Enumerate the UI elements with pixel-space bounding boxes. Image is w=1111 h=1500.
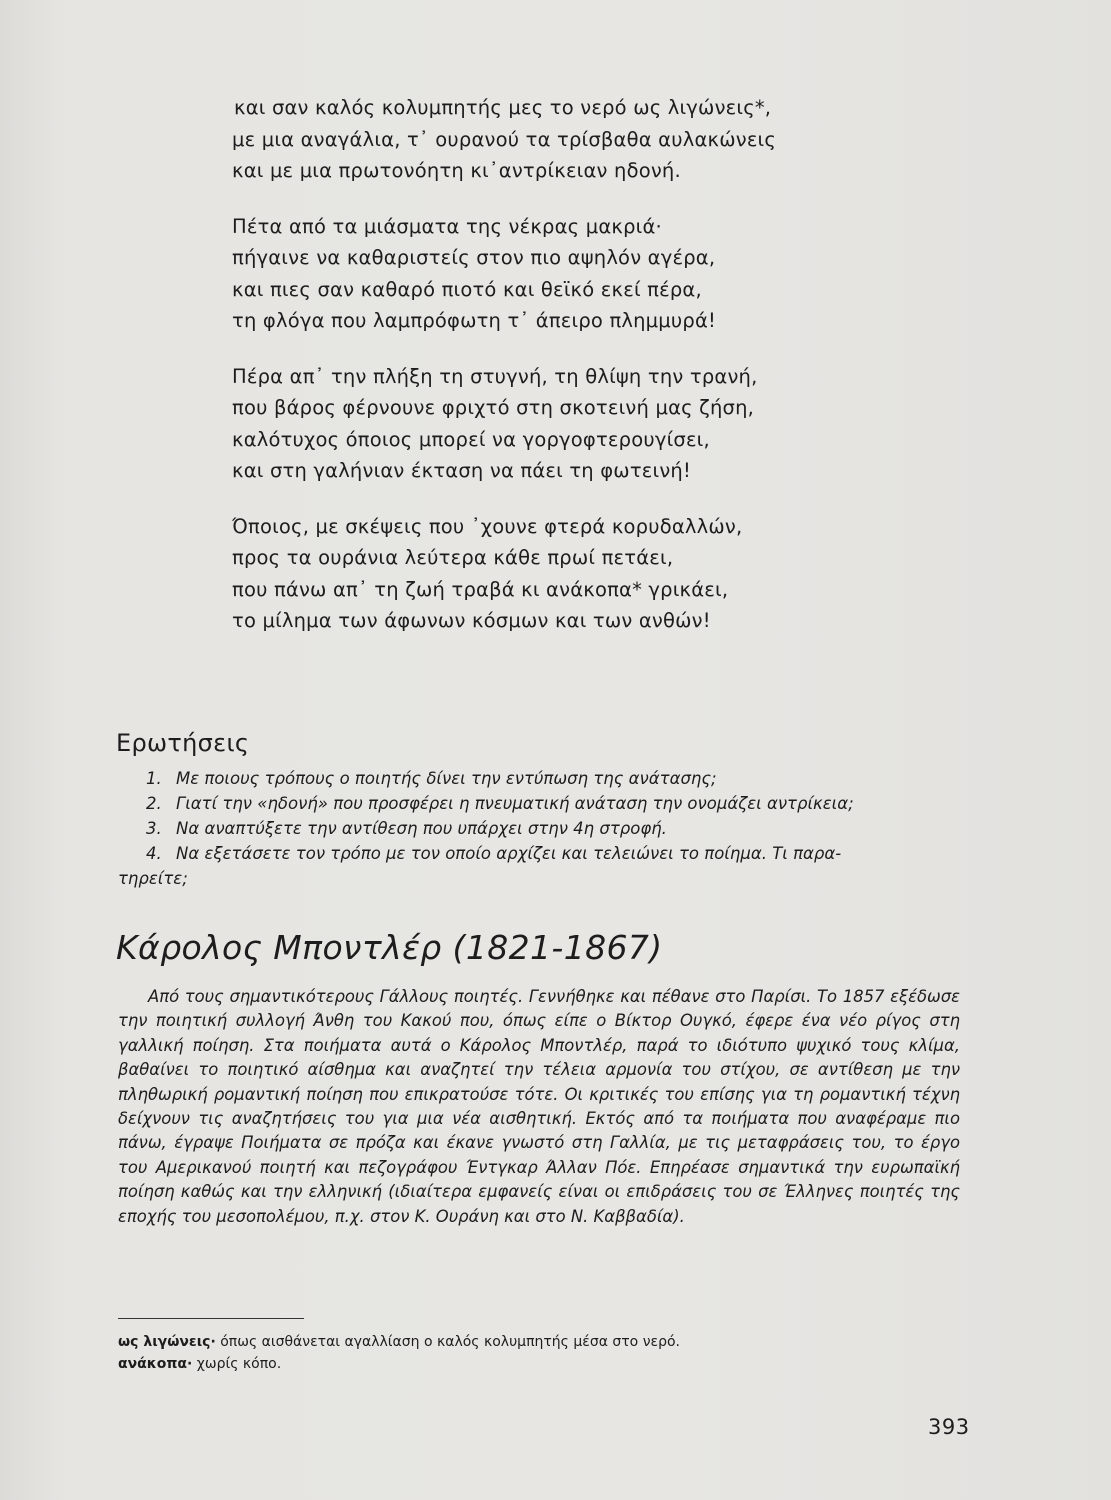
poem-line: καλότυχος όποιος μπορεί να γοργοφτερουγίσει,	[232, 427, 710, 451]
footnote-divider	[118, 1318, 304, 1319]
poem-line: Πέρα απ᾿ την πλήξη τη στυγνή, τη θλίψη την τρανή,	[232, 364, 758, 388]
footnote	[118, 1331, 918, 1353]
author-title: Κάρολος Μποντλέρ (1821-1867)	[116, 928, 663, 967]
poem-line: τη φλόγα που λαμπρόφωτη τ᾿ άπειρο πλημμυρά!	[232, 309, 717, 332]
question-item	[118, 791, 960, 816]
poem-line: Όποιος, με σκέψεις που ᾿χουνε φτερά κορυδαλλών,	[232, 514, 743, 538]
question-text: Γιατί την «ηδονή» που προσφέρει η πνευματική ανάταση την ονομάζει αντρίκεια;	[176, 794, 854, 813]
question-text: Να αναπτύξετε την αντίθεση που υπάρχει στην 4η στροφή.	[176, 819, 667, 838]
questions-heading: Ερωτήσεις	[116, 729, 250, 757]
footnote-separator: ·	[187, 1356, 193, 1372]
poem-line: και σαν καλός κολυμπητής μες το νερό ως λιγώνεις*,	[234, 96, 772, 119]
questions-list	[118, 766, 960, 891]
question-text: Με ποιους τρόπους ο ποιητής δίνει την εντύπωση της ανάτασης;	[176, 769, 717, 788]
poem-line: το μίλημα των άφωνων κόσμων και των ανθών!	[232, 609, 711, 632]
question-text: Να εξετάσετε τον τρόπο με τον οποίο αρχίζει και τελειώνει το ποίημα. Τι παρα-	[176, 844, 842, 863]
question-number: 2.	[146, 794, 162, 813]
poem-line: και με μια πρωτονόητη κι᾿αντρίκειαν ηδονή.	[232, 159, 681, 182]
footnotes	[118, 1331, 918, 1375]
footnote-term: ως λιγώνεις	[118, 1334, 211, 1350]
question-item	[118, 816, 960, 841]
footnote-definition: όπως αισθάνεται αγαλλίαση ο καλός κολυμπητής μέσα στο νερό.	[215, 1334, 680, 1350]
poem-stanza-1	[232, 92, 872, 187]
poem-line: προς τα ουράνια λεύτερα κάθε πρωί πετάει,	[232, 546, 674, 569]
question-number: 4.	[146, 844, 162, 863]
footnote-term: ανάκοπα	[118, 1356, 188, 1372]
question-number: 1.	[146, 769, 162, 788]
question-item	[118, 766, 960, 791]
poem	[232, 92, 872, 661]
poem-line: με μια αναγάλια, τ᾿ ουρανού τα τρίσβαθα αυλακώνεις	[232, 127, 777, 151]
poem-line: και στη γαλήνιαν έκταση να πάει τη φωτεινή!	[232, 459, 691, 482]
author-biography: Από τους σημαντικότερους Γάλλους ποιητές. Γεννήθηκε και πέθανε στο Παρίσι. Το 1857 εξέδωσε την ποιητική συλλογή Άνθη του Κακού που, όπως είπε ο Βίκτορ Ουγκό, έφερε ένα νέο ρίγος στη γαλλική ποίηση. Στα ποιήματα αυτά ο Κάρολος Μποντλέρ, παρά το ιδιότυπο ψυχικό τους κλίμα, βαθαίνει το ποιητικό αίσθημα και αναζητεί την τέλεια αρμονία του στίχου, σε αντίθεση με την πληθωρική ρομαντική ποίηση που επικρατούσε τότε. Οι κριτικές του επίσης για τη ρομαντική τέχνη δείχνουν τις αναζητήσεις του για μια νέα αισθητική. Εκτός από τα ποιήματα που αναφέραμε πιο πάνω, έγραψε Ποιήματα σε πρόζα και έκανε γνωστό στη Γαλλία, με τις μεταφράσεις του, το έργο του Αμερικανού ποιητή και πεζογράφου Έντγκαρ Άλλαν Πόε. Επηρέασε σημαντικά την ευρωπαϊκή ποίηση καθώς και την ελληνική (ιδιαίτερα εμφανείς είναι οι επιδράσεις του σε Έλληνες ποιητές της εποχής του μεσοπολέμου, π.χ. στον Κ. Ουράνη και στο Ν. Καββαδία).	[118, 987, 960, 1226]
question-item	[118, 841, 960, 891]
poem-stanza-2	[232, 211, 872, 337]
footnote-separator: ·	[210, 1334, 216, 1350]
poem-line: που βάρος φέρνουνε φριχτό στη σκοτεινή μας ζήση,	[232, 396, 755, 419]
poem-line: Πέτα από τα μιάσματα της νέκρας μακριά·	[232, 214, 662, 238]
poem-line: και πιες σαν καθαρό πιοτό και θεϊκό εκεί πέρα,	[232, 277, 702, 301]
question-text-continuation: τηρείτε;	[118, 869, 188, 888]
poem-line: που πάνω απ᾿ τη ζωή τραβά κι ανάκοπα* γρικάει,	[232, 577, 729, 601]
poem-stanza-3	[232, 361, 872, 487]
footnote	[118, 1353, 918, 1375]
page-number: 393	[928, 1415, 970, 1439]
footnote-definition: χωρίς κόπο.	[192, 1356, 282, 1372]
poem-stanza-4	[232, 511, 872, 637]
poem-line: πήγαινε να καθαριστείς στον πιο αψηλόν αγέρα,	[232, 246, 716, 269]
question-number: 3.	[146, 819, 162, 838]
